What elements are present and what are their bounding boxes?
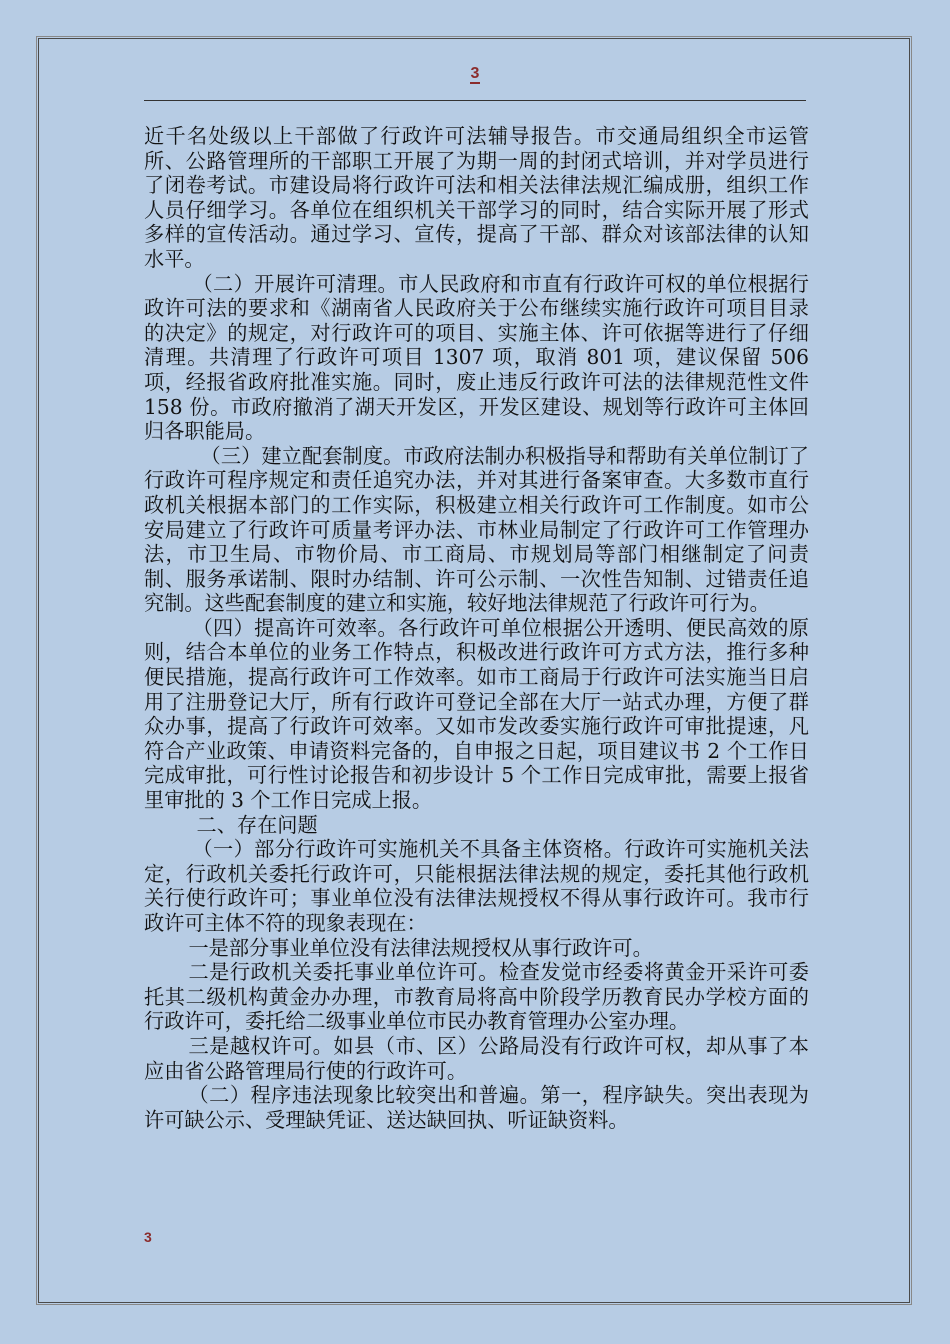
paragraph: 一是部分事业单位没有法律法规授权从事行政许可。: [188, 935, 653, 960]
paragraph: 二是行政机关委托事业单位许可。检查发觉市经委将黄金开采许可委托其二级机构黄金办办理，市教育局将高中阶段学历教育民办学校方面的行政许可，委托给二级事业单位市民办教育管理办公室办理。: [144, 960, 809, 1034]
paragraph: （二）开展许可清理。市人民政府和市直有行政许可权的单位根据行政许可法的要求和《湖南省人民政府关于公布继续实施行政许可项目目录的决定》的规定，对行政许可的项目、实施主体、许可依据等进行了仔细清理。共清理了行政许可项目 1307 项，取消 801 项，建议保留 506 项，经报省政府批准实施。同时，废止违反行政许可法的法律规范性文件 158 份。市政府撤消了湖天开发区，开发区建设、规划等行政许可主体回归各职能局。: [144, 271, 809, 444]
paragraph: （三）建立配套制度。市政府法制办积极指导和帮助有关单位制订了行政许可程序规定和责任追究办法，并对其进行备案审查。大多数市直行政机关根据本部门的工作实际，积极建立相关行政许可工作制度。如市公安局建立了行政许可质量考评办法、市林业局制定了行政许可工作管理办法，市卫生局、市物价局、市工商局、市规划局等部门相继制定了问责制、服务承诺制、限时办结制、许可公示制、一次性告知制、过错责任追究制。这些配套制度的建立和实施，较好地法律规范了行政许可行为。: [144, 443, 809, 616]
header-page-number: 3: [470, 65, 480, 82]
paragraph: 近千名处级以上干部做了行政许可法辅导报告。市交通局组织全市运管所、公路管理所的干部职工开展了为期一周的封闭式培训，并对学员进行了闭卷考试。市建设局将行政许可法和相关法律法规汇编成册，组织工作人员仔细学习。各单位在组织机关干部学习的同时，结合实际开展了形式多样的宣传活动。通过学习、宣传，提高了干部、群众对该部法律的认知水平。: [144, 124, 809, 271]
paragraph: 三是越权许可。如县（市、区）公路局没有行政许可权，却从事了本应由省公路管理局行使的行政许可。: [144, 1033, 809, 1083]
paragraph: （二）程序违法现象比较突出和普遍。第一，程序缺失。突出表现为许可缺公示、受理缺凭证、送达缺回执、听证缺资料。: [144, 1083, 809, 1132]
document-body: [144, 124, 809, 1132]
footer-page-number: 3: [144, 1229, 152, 1245]
paragraph: （一）部分行政许可实施机关不具备主体资格。行政许可实施机关法定，行政机关委托行政许可，只能根据法律法规的规定，委托其他行政机关行使行政许可；事业单位没有法律法规授权不得从事行政许可。我市行政许可主体不符的现象表现在：: [144, 837, 809, 935]
paragraph: （四）提高许可效率。各行政许可单位根据公开透明、便民高效的原则，结合本单位的业务工作特点，积极改进行政许可方式方法，推行多种便民措施，提高行政许可工作效率。如市工商局于行政许可法实施当日启用了注册登记大厅，所有行政许可登记全部在大厅一站式办理，方便了群众办事，提高了行政许可效率。又如市发改委实施行政许可审批提速，凡符合产业政策、申请资料完备的，自申报之日起，项目建议书 2 个工作日完成审批，可行性讨论报告和初步设计 5 个工作日完成审批，需要上报省里审批的 3 个工作日完成上报。: [144, 615, 809, 813]
section-heading: 二、存在问题: [196, 812, 318, 837]
header-divider: [144, 100, 806, 101]
